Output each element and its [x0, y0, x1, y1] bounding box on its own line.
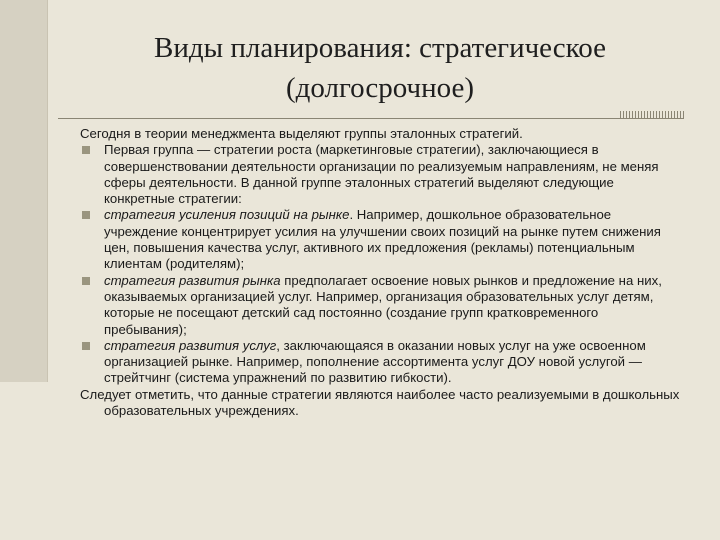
title-divider	[58, 118, 684, 119]
intro-paragraph: Сегодня в теории менеджмента выделяют группы эталонных стратегий.	[80, 126, 523, 141]
slide-body	[80, 126, 680, 419]
square-bullet-icon	[82, 146, 90, 154]
title-divider-hatch	[620, 111, 684, 119]
bullet-text: предполагает освоение новых рынков и предложение на них, оказываемых организацией услуг. Например, организация образовательных услуг детям, которые не посещают детский сад постоянно (создание групп кратковременного пребывания);	[104, 272, 662, 337]
bullet-item-market-position	[80, 207, 680, 272]
title-line-2: (долгосрочное)	[285, 72, 474, 104]
bullet-text: . Например, дошкольное образовательное учреждение концентрирует усилия на улучшении своих позиций на рынке путем снижения цен, повышения качества услуг, активного их предложения (рекламы) потенциальным клиентам (родителям);	[104, 207, 661, 272]
square-bullet-icon	[82, 211, 90, 219]
bullet-term: стратегия развития рынка	[104, 272, 281, 288]
bullet-item-market-development	[80, 273, 680, 338]
square-bullet-icon	[82, 277, 90, 285]
slide-title	[90, 28, 670, 108]
bullet-term: стратегия усиления позиций на рынке	[104, 207, 350, 223]
bullet-text: , заключающаяся в оказании новых услуг на уже освоенном организацией рынке. Например, пополнение ассортимента услуг ДОУ новой услугой — стрейтчинг (система упражнений по развитию гибкости).	[104, 337, 646, 386]
bullet-text: Первая группа — стратегии роста (маркетинговые стратегии), заключающиеся в совершенствовании деятельности организации по реализуемым направлениям, не меняя сферы деятельности. В данной группе эталонных стратегий выделяют следующие конкретные стратегии:	[104, 142, 659, 207]
left-sidebar-band	[0, 0, 48, 382]
bullet-item-growth	[80, 142, 680, 207]
bullet-term: стратегия развития услуг	[104, 337, 277, 353]
bullet-item-service-development	[80, 338, 680, 387]
conclusion-paragraph: Следует отметить, что данные стратегии являются наиболее часто реализуемыми в дошкольных образовательных учреждениях.	[80, 386, 680, 419]
title-line-1: Виды планирования: стратегическое	[154, 32, 606, 64]
square-bullet-icon	[82, 342, 90, 350]
